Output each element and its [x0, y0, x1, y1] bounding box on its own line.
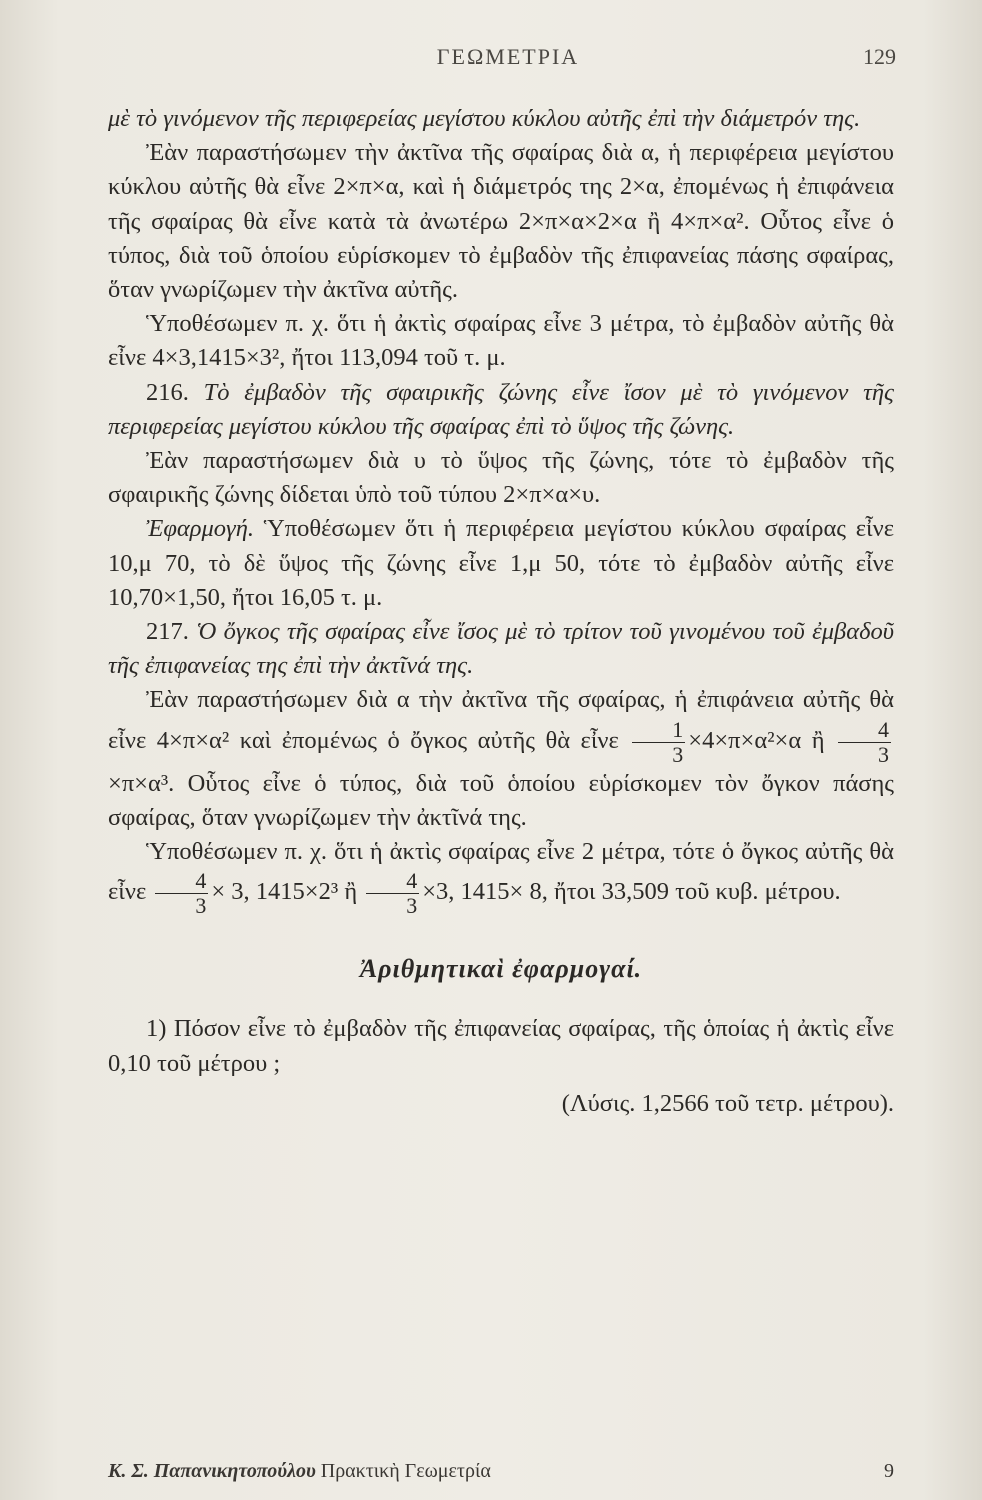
- page-number: 129: [863, 44, 896, 69]
- footer-imprint: [108, 1460, 491, 1483]
- running-title: ΓΕΩΜΕΤΡΙΑ: [436, 44, 580, 69]
- section-number-217: 217.: [145, 618, 189, 646]
- exercise-1: 1) Πόσον εἶνε τὸ ἐμβαδὸν τῆς ἐπιφανείας σφαίρας, τῆς ὁποίας ἡ ἀκτὶς εἶνε 0,10 τοῦ μέτρου ;: [108, 1015, 894, 1077]
- running-head: [120, 44, 896, 84]
- answer-1: (Λύσις. 1,2566 τοῦ τετρ. μέτρου).: [561, 1089, 894, 1117]
- fraction-numerator: 4: [155, 869, 208, 894]
- volume-example-paragraph: [108, 835, 894, 918]
- fraction-numerator: 4: [838, 718, 891, 743]
- fraction-denominator: 3: [406, 893, 418, 919]
- volume-formula-paragraph: [108, 683, 894, 835]
- fraction-four-thirds: [838, 718, 891, 767]
- theorem-217-statement: Ὁ ὄγκος τῆς σφαίρας εἶνε ἴσος μὲ τὸ τρίτον τοῦ γινομένου τοῦ ἐμβαδοῦ τῆς ἐπιφανείας της ἐπὶ τὴν ἀκτῖνά της.: [108, 618, 894, 680]
- volume-example-text-a: Ὑποθέσωμεν π. χ. ὅτι ἡ ἀκτὶς σφαίρας εἶνε 2 μέτρα, τότε ὁ ὄγκος αὐτῆς θὰ εἶνε: [108, 838, 894, 906]
- section-number-216: 216.: [145, 378, 189, 406]
- footer-book-title: Πρακτικὴ Γεωμετρία: [320, 1460, 491, 1482]
- volume-text-b: ×4×π×α²×α ἢ: [688, 726, 825, 754]
- continuation-paragraph: μὲ τὸ γινόμενον τῆς περιφερείας μεγίστου κύκλου αὐτῆς ἐπὶ τὴν διάμετρόν της.: [108, 105, 861, 132]
- zone-application-paragraph: [108, 512, 894, 615]
- volume-text-c: ×π×α³. Οὗτος εἶνε ὁ τύπος, διὰ τοῦ ὁποίου εὑρίσκομεν τὸν ὄγκον πάσης σφαίρας, ὅταν γνωρίζωμεν τὴν ἀκτῖνά της.: [108, 769, 894, 831]
- fraction-denominator: 3: [878, 741, 889, 767]
- section-heading: Ἀριθμητικαὶ ἐφαρμογαί.: [359, 954, 643, 984]
- surface-example-paragraph: Ὑποθέσωμεν π. χ. ὅτι ἡ ἀκτὶς σφαίρας εἶνε 3 μέτρα, τὸ ἐμβαδὸν αὐτῆς θὰ εἶνε 4×3,1415×3², ἤτοι 113,094 τοῦ τ. μ.: [108, 310, 894, 372]
- fraction-denominator: 3: [195, 893, 207, 919]
- zone-application-text: Ὑποθέσωμεν ὅτι ἡ περιφέρεια μεγίστου κύκλου σφαίρας εἶνε 10,μ 70, τὸ δὲ ὕψος τῆς ζώνης εἶνε 1,μ 50, τότε τὸ ἐμβαδὸν αὐτῆς εἶνε 10,70×1,50, ἤτοι 16,05 τ. μ.: [108, 515, 894, 611]
- theorem-217: [108, 615, 894, 683]
- theorem-216-statement: Τὸ ἐμβαδὸν τῆς σφαιρικῆς ζώνης εἶνε ἴσον μὲ τὸ γινόμενον τῆς περιφερείας μεγίστου κύκλου τῆς σφαίρας ἐπὶ τὸ ὕψος τῆς ζώνης.: [108, 378, 894, 440]
- fraction-four-thirds: [155, 869, 208, 918]
- fraction-numerator: 4: [366, 869, 419, 894]
- signature-mark: 9: [884, 1460, 894, 1482]
- surface-formula-paragraph: Ἐὰν παραστήσωμεν τὴν ἀκτῖνα τῆς σφαίρας διὰ α, ἡ περιφέρεια μεγίστου κύκλου αὐτῆς θὰ εἶνε 2×π×α, καὶ ἡ διάμετρός της 2×α, ἐπομένως ἡ ἐπιφάνεια τῆς σφαίρας θὰ εἶνε κατὰ τὰ ἀνωτέρω 2×π×α×2×α ἢ 4×π×α². Οὗτος εἶνε ὁ τύπος, διὰ τοῦ ὁποίου εὑρίσκομεν τὸ ἐμβαδὸν τῆς ἐπιφανείας πάσης σφαίρας, ὅταν γνωρίζωμεν τὴν ἀκτῖνα αὐτῆς.: [108, 139, 894, 304]
- application-label: Ἐφαρμογή.: [145, 515, 254, 543]
- fraction-four-thirds: [366, 869, 419, 918]
- footer-author: Κ. Σ. Παπανικητοπούλου: [108, 1460, 316, 1482]
- volume-example-text-b: × 3, 1415×2³ ἢ: [211, 878, 358, 906]
- page-footer: [108, 1460, 894, 1490]
- fraction-one-third: [632, 718, 685, 767]
- fraction-denominator: 3: [672, 741, 684, 767]
- theorem-216: [108, 376, 894, 444]
- body-text: [108, 102, 894, 1121]
- fraction-numerator: 1: [632, 718, 685, 743]
- volume-text-a: Ἐὰν παραστήσωμεν διὰ α τὴν ἀκτῖνα τῆς σφαίρας, ἡ ἐπιφάνεια αὐτῆς θὰ εἶνε 4×π×α² καὶ ἐπομένως ὁ ὄγκος αὐτῆς θὰ εἶνε: [108, 686, 894, 754]
- volume-example-text-c: ×3, 1415× 8, ἤτοι 33,509 τοῦ κυβ. μέτρου.: [422, 878, 841, 906]
- zone-formula-paragraph: Ἐὰν παραστήσωμεν διὰ υ τὸ ὕψος τῆς ζώνης, τότε τὸ ἐμβαδὸν τῆς σφαιρικῆς ζώνης δίδεται ὑπὸ τοῦ τύπου 2×π×α×υ.: [108, 447, 894, 509]
